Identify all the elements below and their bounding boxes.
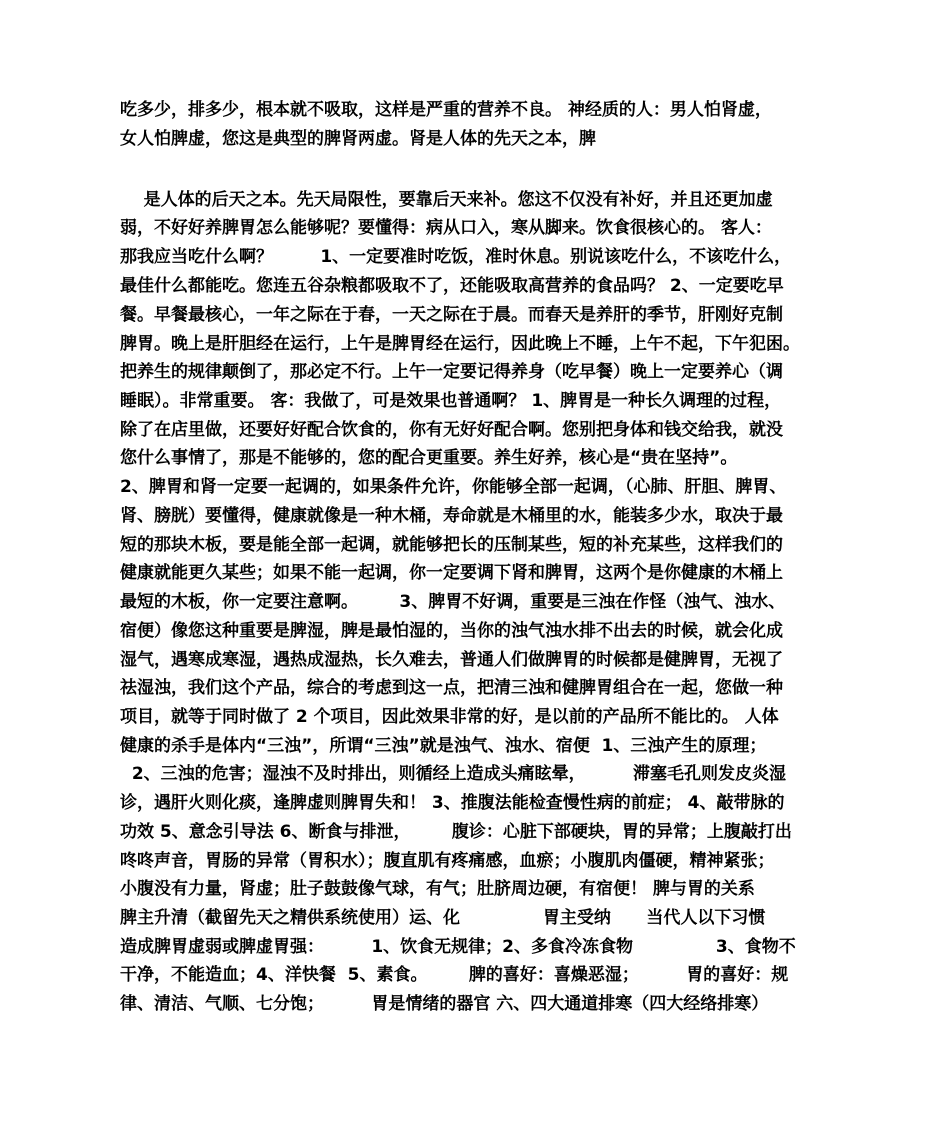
text-line: 功效 5、意念引导法 6、断食与排泄， 腹诊：心脏下部硬块，胃的异常；上腹敲打出	[120, 822, 792, 842]
text-line: 吃多少，排多少，根本就不吸取，这样是严重的营养不良。 神经质的人：男人怕肾虚，	[120, 100, 772, 120]
text-line: 把养生的规律颠倒了，那必定不行。上午一定要记得养身（吃早餐）晚上一定要养心（调	[120, 362, 783, 382]
text-line: 干净，不能造血；4、洋快餐 5、素食。 脾的喜好：喜燥恶湿； 胃的喜好：规	[120, 965, 789, 985]
text-line: 项目，就等于同时做了 2 个项目，因此效果非常的好，是以前的产品所不能比的。 人体	[120, 707, 779, 727]
text-line: 您什么事情了，那是不能够的，您的配合更重要。养生好养，核心是“贵在坚持”。	[120, 448, 738, 468]
text-line: 2、三浊的危害；湿浊不及时排出，则循经上造成头痛眩晕， 滞塞毛孔则发皮炎湿	[120, 764, 787, 784]
text-line: 咚咚声音，胃肠的异常（胃积水）；腹直肌有疼痛感，血瘀；小腹肌肉僵硬，精神紧张；	[120, 851, 775, 871]
text-line: 2、脾胃和肾一定要一起调的，如果条件允许，你能够全部一起调，（心肺、肝胆、脾胃、	[120, 477, 787, 497]
text-line: 小腹没有力量，肾虚；肚子鼓鼓像气球，有气；肚脐周边硬，有宿便！ 脾与胃的关系	[120, 879, 755, 899]
text-line: 健康就能更久某些；如果不能一起调，你一定要调下肾和脾胃，这两个是你健康的木桶上	[120, 563, 783, 583]
text-line: 是人体的后天之本。先天局限性，要靠后天来补。您这不仅没有补好，并且还更加虚	[120, 190, 773, 210]
text-line: 睡眠）。非常重要。 客：我做了，可是效果也普通啊？ 1、脾胃是一种长久调理的过程，	[120, 391, 782, 411]
text-line: 短的那块木板，要是能全部一起调，就能够把长的压制某些，短的补充某些，这样我们的	[120, 535, 783, 555]
text-line: 诊，遇肝火则化痰，逢脾虚则脾胃失和！ 3、推腹法能检查慢性病的前症； 4、敲带脉的	[120, 793, 785, 813]
text-line: 祛湿浊，我们这个产品，综合的考虑到这一点，把清三浊和健脾胃组合在一起，您做一种	[120, 678, 783, 698]
text-line: 肾、膀胱）要懂得，健康就像是一种木桶，寿命就是木桶里的水，能装多少水，取决于最	[120, 506, 783, 526]
text-line: 湿气，遇寒成寒湿，遇热成湿热，长久难去，普通人们做脾胃的时候都是健脾胃，无视了	[120, 650, 783, 670]
text-line: 造成脾胃虚弱或脾虚胃强： 1、饮食无规律；2、多食冷冻食物 3、食物不	[120, 937, 796, 957]
text-line: 宿便）像您这种重要是脾湿，脾是最怕湿的，当你的浊气浊水排不出去的时候，就会化成	[120, 621, 783, 641]
text-line: 那我应当吃什么啊？ 1、一定要准时吃饭，准时休息。别说该吃什么，不该吃什么，	[120, 247, 792, 267]
text-line: 脾胃。晚上是肝胆经在运行，上午是脾胃经在运行，因此晚上不睡，上午不起，下午犯困。	[120, 334, 800, 354]
text-line: 弱，不好好养脾胃怎么能够呢？要懂得：病从口入，寒从脚来。饮食很核心的。 客人：	[120, 218, 772, 238]
text-line: 女人怕脾虚，您这是典型的脾肾两虚。肾是人体的先天之本，脾	[120, 129, 596, 149]
text-line: 除了在店里做，还要好好配合饮食的，你有无好好配合啊。您别把身体和钱交给我，就没	[120, 420, 783, 440]
text-line: 餐。早餐最核心，一年之际在于春，一天之际在于晨。而春天是养肝的季节，肝刚好克制	[120, 305, 783, 325]
text-line: 最短的木板，你一定要注意啊。 3、脾胃不好调，重要是三浊在作怪（浊气、浊水、	[120, 592, 786, 612]
text-line: 健康的杀手是体内“三浊”，所谓“三浊”就是浊气、浊水、宿便 1、三浊产生的原理；	[120, 736, 767, 756]
text-line: 最佳什么都能吃。您连五谷杂粮都吸取不了，还能吸取高营养的食品吗？ 2、一定要吃早	[120, 276, 784, 296]
text-line: 脾主升清（截留先天之精供系统使用）运、化 胃主受纳 当代人以下习惯	[120, 908, 766, 928]
text-line: 律、清洁、气顺、七分饱； 胃是情绪的器官 六、四大通道排寒（四大经络排寒）	[120, 994, 769, 1014]
